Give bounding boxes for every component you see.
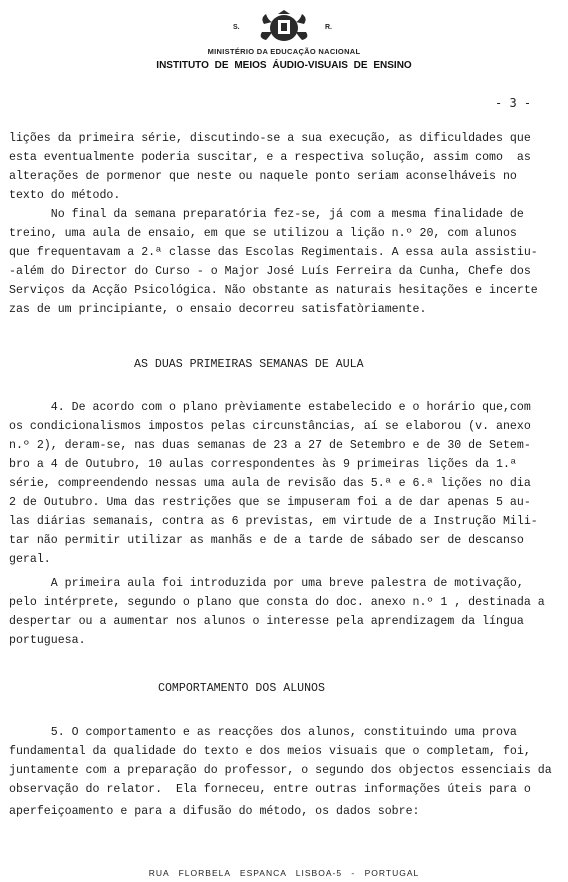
text-line: 4. De acordo com o plano prèviamente estabelecido e o horário que,com bbox=[9, 401, 531, 414]
footer-address: RUA FLORBELA ESPANCA LISBOA-5 - PORTUGAL bbox=[148, 868, 420, 878]
text-line: 2 de Outubro. Uma das restrições que se impuseram foi a de dar apenas 5 au- bbox=[9, 496, 531, 509]
ministry-name: MINISTÉRIO DA EDUCAÇÃO NACIONAL bbox=[207, 47, 361, 56]
text-line: esta eventualmente poderia suscitar, e a respectiva solução, assim como as bbox=[9, 151, 531, 164]
text-line: série, compreendendo nessas uma aula de revisão das 5.ª e 6.ª lições no dia bbox=[9, 477, 531, 490]
text-line: las diárias semanais, contra as 6 previstas, em virtude de a Instrução Mili- bbox=[9, 515, 538, 528]
text-line: -além do Director do Curso - o Major José Luís Ferreira da Cunha, Chefe dos bbox=[9, 265, 531, 278]
text-line: observação do relator. Ela forneceu, entre outras informações úteis para o bbox=[9, 783, 531, 796]
text-line: No final da semana preparatória fez-se, já com a mesma finalidade de bbox=[9, 208, 524, 221]
text-line: fundamental da qualidade do texto e dos meios visuais que o completam, foi, bbox=[9, 745, 531, 758]
seal-right-letter: R. bbox=[325, 24, 332, 31]
text-line: juntamente com a preparação do professor, o segundo dos objectos essenciais da bbox=[9, 764, 552, 777]
text-line: treino, uma aula de ensaio, em que se utilizou a lição n.º 20, com alunos bbox=[9, 227, 517, 240]
text-line: alterações de pormenor que neste ou naquele ponto seriam aconselháveis no bbox=[9, 170, 517, 183]
text-line: os condicionalismos impostos pelas circunstâncias, aí se elaborou (v. anexo bbox=[9, 420, 531, 433]
text-line: n.º 2), deram-se, nas duas semanas de 23 a 27 de Setembro e de 30 de Setem- bbox=[9, 439, 531, 452]
text-line: pelo intérprete, segundo o plano que consta do doc. anexo n.º 1 , destinada a bbox=[9, 596, 545, 609]
text-line: 5. O comportamento e as reacções dos alunos, constituindo uma prova bbox=[9, 726, 517, 739]
text-line: tar não permitir utilizar as manhãs e de a tarde de sábado ser de descanso bbox=[9, 534, 524, 547]
text-line: bro a 4 de Outubro, 10 aulas correspondentes às 9 primeiras lições da 1.ª bbox=[9, 458, 517, 471]
text-line: despertar ou a aumentar nos alunos o interesse pela aprendizagem da língua bbox=[9, 615, 524, 628]
seal-left-letter: S. bbox=[233, 24, 240, 31]
letterhead bbox=[0, 0, 568, 80]
section-heading: COMPORTAMENTO DOS ALUNOS bbox=[158, 682, 325, 695]
text-line: aperfeiçoamento e para a difusão do método, os dados sobre: bbox=[9, 805, 420, 818]
text-line: lições da primeira série, discutindo-se a sua execução, as dificuldades que bbox=[9, 132, 531, 145]
text-line: zas de um principiante, o ensaio decorreu satisfatòriamente. bbox=[9, 303, 427, 316]
seal-row bbox=[0, 8, 568, 46]
text-line: A primeira aula foi introduzida por uma breve palestra de motivação, bbox=[9, 577, 524, 590]
text-line: portuguesa. bbox=[9, 634, 86, 647]
text-line: texto do método. bbox=[9, 189, 121, 202]
text-line: geral. bbox=[9, 553, 51, 566]
text-line: Serviços da Acção Psicológica. Não obstante as naturais hesitações e incerte bbox=[9, 284, 538, 297]
page-number: - 3 - bbox=[495, 96, 532, 110]
text-line: que frequentavam a 2.ª classe das Escolas Regimentais. A essa aula assistiu- bbox=[9, 246, 538, 259]
institute-name: INSTITUTO DE MEIOS ÁUDIO-VISUAIS DE ENSINO bbox=[156, 60, 412, 71]
coat-of-arms-seal bbox=[258, 10, 310, 44]
section-heading: AS DUAS PRIMEIRAS SEMANAS DE AULA bbox=[134, 358, 364, 371]
